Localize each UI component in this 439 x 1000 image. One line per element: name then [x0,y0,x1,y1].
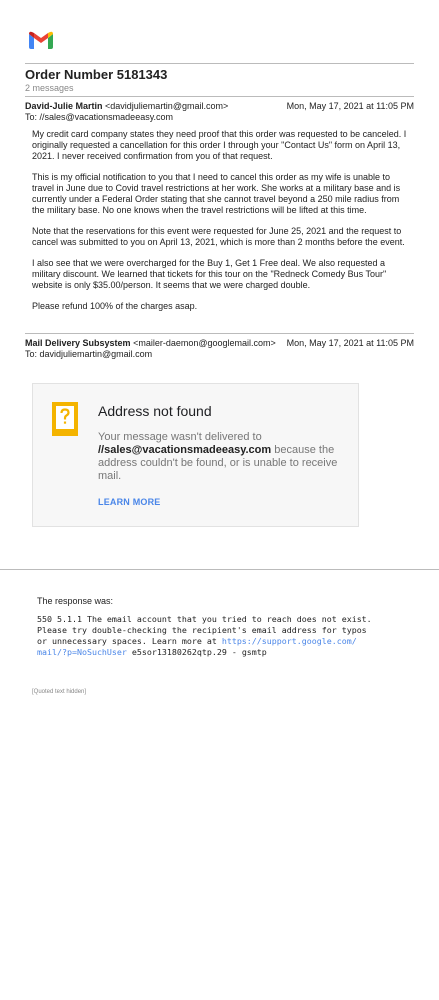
gmail-logo-icon [29,31,53,49]
message-2-date: Mon, May 17, 2021 at 11:05 PM [286,338,414,348]
sender-name: Mail Delivery Subsystem [25,338,131,348]
message-2-from[interactable] [25,338,276,348]
response-line [37,636,417,647]
body-paragraph: This is my official notification to you that I need to cancel this order as my wife is unable to travel in June due to Covid travel restrictions at her work. She works at a military base and is currently under a Federal Order stating that she cannot travel beyond a 250 mile radius from the military base. No one knows when the travel restrictions will be lifted at this time. [32,172,401,215]
message-2-to: To: davidjuliemartin@gmail.com [25,349,153,359]
bounce-address: //sales@vacationsmadeeasy.com [98,444,272,456]
header-divider [25,63,414,64]
bounce-card [32,383,359,527]
thread-divider-1 [25,96,414,97]
sender-name: David-Julie Martin [25,101,103,111]
body-paragraph: Please refund 100% of the charges asap. [32,301,198,311]
response-text: e5sor13180262qtp.29 - gsmtp [131,647,267,657]
sender-email: <mailer-daemon@googlemail.com> [133,338,276,348]
smtp-response [37,614,417,658]
section-divider [0,569,439,570]
message-1-to: To: //sales@vacationsmadeeasy.com [25,112,174,122]
email-subject: Order Number 5181343 [25,67,168,82]
bounce-desc-suffix: because the address couldn't be found, or is unable to receive mail. [98,444,338,482]
warning-question-icon [52,402,78,436]
learn-more-link[interactable]: LEARN MORE [98,497,161,507]
support-link[interactable]: https://support.google.com/ [221,636,357,646]
message-1-date: Mon, May 17, 2021 at 11:05 PM [286,101,414,111]
body-paragraph: I also see that we were overcharged for the Buy 1, Get 1 Free deal. We also requested a military discount. We learned that tickets for this tour on the "Redneck Comedy Bus Tour" website is only $35.00/person. It seems that we were charged double. [32,258,387,290]
bounce-desc-prefix: Your message wasn't delivered to [98,431,262,443]
response-line: Please try double-checking the recipient's email address for typos [37,625,367,635]
quoted-text-hidden[interactable]: [Quoted text hidden] [32,689,87,695]
body-paragraph: My credit card company states they need proof that this order was requested to be canceled. I originally requested a cancellation for this order I through your "Contact Us" form on April 13, 2021. I never received confirmation from you of that request. [32,129,407,161]
bounce-description [98,431,343,483]
response-text: or unnecessary spaces. Learn more at [37,636,217,646]
body-paragraph: Note that the reservations for this event were requested for June 25, 2021 and the request to cancel was submitted to you on April 13, 2021, which is more than 2 months before the event. [32,226,405,247]
message-1-body [32,129,410,322]
support-link-continued[interactable]: mail/?p=NoSuchUser [37,647,127,657]
thread-divider-2 [25,333,414,334]
message-count: 2 messages [25,83,74,93]
response-label: The response was: [37,596,114,606]
message-1-from[interactable] [25,101,228,111]
sender-email: <davidjuliemartin@gmail.com> [105,101,229,111]
response-line [37,647,417,658]
response-line: 550 5.1.1 The email account that you tried to reach does not exist. [37,614,372,624]
bounce-title: Address not found [98,403,212,419]
